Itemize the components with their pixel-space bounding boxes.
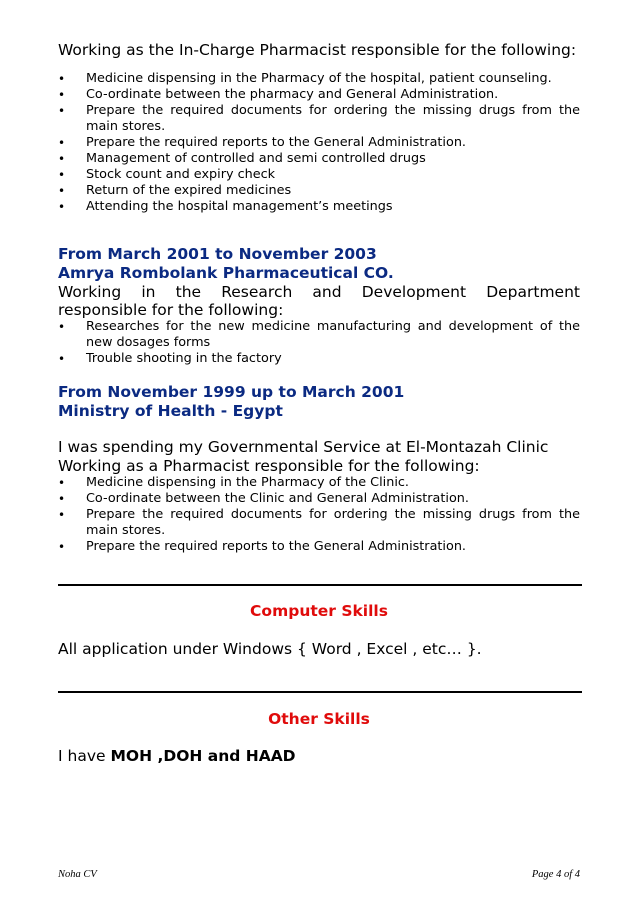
footer-left: Noha CV [58,869,97,880]
section-divider [58,691,582,693]
computer-skills-title: Computer Skills [250,602,388,620]
list-item: • Prepare the required documents for ordering the missing drugs from the main stores. [58,103,580,135]
employment-period: From November 1999 up to March 2001 [58,383,405,401]
other-skills-title: Other Skills [268,710,370,728]
rnd-intro: Working in the Research and Development Department responsible for the following: [58,283,580,319]
pharmacist-intro: Working as a Pharmacist responsible for the following: [58,457,480,475]
list-item: • Prepare the required reports to the General Administration. [58,539,580,555]
list-item: • Medicine dispensing in the Pharmacy of the Clinic. [58,475,580,491]
list-item: • Prepare the required documents for ordering the missing drugs from the main stores. [58,507,580,539]
list-item: • Stock count and expiry check [58,167,580,183]
list-item: • Co-ordinate between the Clinic and General Administration. [58,491,580,507]
licenses-text: MOH ,DOH and HAAD [110,747,296,765]
section-divider [58,584,582,586]
list-item: • Researches for the new medicine manufacturing and development of the new dosages forms [58,319,580,351]
other-skills-text [58,747,580,765]
list-item: • Prepare the required reports to the General Administration. [58,135,580,151]
computer-skills-text: All application under Windows { Word , Excel , etc… }. [58,640,482,658]
clinic-duties-list [58,475,580,555]
incharge-intro: Working as the In-Charge Pharmacist responsible for the following: [58,41,577,59]
page-number: Page 4 of 4 [531,869,580,880]
governmental-service-line: I was spending my Governmental Service at El-Montazah Clinic [58,438,549,456]
list-item: • Management of controlled and semi controlled drugs [58,151,580,167]
list-item: • Medicine dispensing in the Pharmacy of the hospital, patient counseling. [58,71,580,87]
other-skills-prefix: I have [58,747,111,765]
incharge-duties-list [58,71,580,215]
employer-name: Amrya Rombolank Pharmaceutical CO. [58,264,394,282]
list-item: • Trouble shooting in the factory [58,351,580,367]
list-item: • Co-ordinate between the pharmacy and General Administration. [58,87,580,103]
employment-period: From March 2001 to November 2003 [58,245,377,263]
list-item: • Return of the expired medicines [58,183,580,199]
rnd-duties-list [58,319,580,367]
list-item: • Attending the hospital management’s meetings [58,199,580,215]
employer-name: Ministry of Health - Egypt [58,402,283,420]
